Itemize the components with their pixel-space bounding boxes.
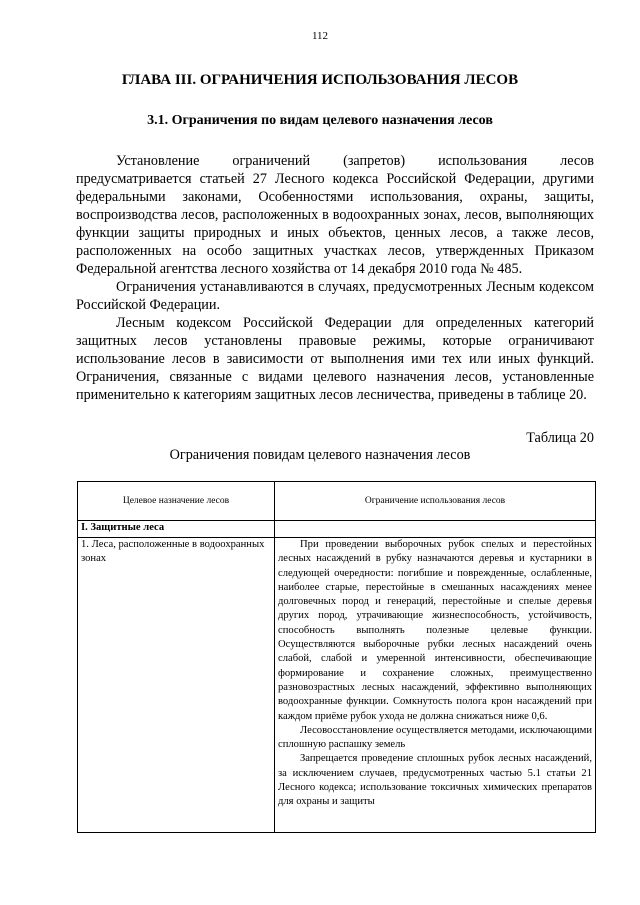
table-header-row — [78, 482, 596, 521]
table-section-row — [78, 521, 596, 538]
table-caption: Ограничения повидам целевого назначения лесов — [169, 447, 471, 463]
restrictions-table — [77, 481, 596, 833]
restriction-cell — [275, 538, 596, 833]
section-title: 3.1. Ограничения по видам целевого назначения лесов — [147, 113, 493, 128]
page-number: 112 — [311, 30, 329, 42]
section-row-label: I. Защитные леса — [78, 521, 275, 538]
empty-cell — [275, 521, 596, 538]
column-header: Ограничение использования лесов — [275, 482, 596, 521]
column-header: Целевое назначение лесов — [78, 482, 275, 521]
paragraph: Установление ограничений (запретов) использования лесов предусматривается статьей 27 Лесного кодекса Российской Федерации, другими федеральными законами, Особенностями использования, охраны, защиты, воспроизводства лесов, расположенных в водоохранных зонах, лесов, выполняющих функции защиты природных и иных объектов, ценных лесов, а также лесов, расположенных на особо защитных участках лесов, утвержденных Приказом Федеральной агентства лесного хозяйства от 14 декабря 2010 года № 485. — [76, 153, 594, 277]
restriction-paragraph: Запрещается проведение сплошных рубок лесных насаждений, за исключением случаев, предусмотренных частью 5.1 статьи 21 Лесного кодекса; использование токсичных химических препаратов для охраны и защиты — [278, 753, 592, 808]
chapter-title: ГЛАВА III. ОГРАНИЧЕНИЯ ИСПОЛЬЗОВАНИЯ ЛЕСОВ — [121, 72, 519, 88]
paragraph: Ограничения устанавливаются в случаях, предусмотренных Лесным кодексом Российской Федерации. — [76, 279, 594, 313]
restriction-paragraph: Лесовосстановление осуществляется методами, исключающими сплошную распашку земель — [278, 724, 592, 751]
restriction-text — [278, 538, 592, 832]
table-label: Таблица 20 — [526, 430, 594, 446]
restriction-paragraph: При проведении выборочных рубок спелых и перестойных лесных насаждений в рубку назначаются деревья и кустарники в следующей очередности: погибшие и поврежденные, ослабленные, наиболее старые, перестойные в смешанных насаждениях менее долговечных пород и генераций, перестойные и спелые деревья других пород, утрачивающие жизнеспособность, устойчивость, способность выполнять полезные целевые функции. Осуществляются выборочные рубки лесных насаждений очень слабой, слабой и умеренной интенсивности, обеспечивающие формирование и сохранение сложных, преимущественно разновозрастных лесных насаждений, эффективно выполняющих водоохранные функции. Сомкнутость полога крон насаждений при каждом приёме рубок ухода не должна снижаться ниже 0,6. — [278, 539, 592, 722]
category-cell: 1. Леса, расположенные в водоохранных зонах — [78, 538, 275, 833]
body-text — [76, 152, 594, 404]
table-row — [78, 538, 596, 833]
paragraph: Лесным кодексом Российской Федерации для определенных категорий защитных лесов установлены правовые режимы, которые ограничивают использование лесов в зависимости от выполнения ими тех или иных функций. Ограничения, связанные с видами целевого назначения лесов, установленные применительно к категориям защитных лесов лесничества, приведены в таблице 20. — [76, 315, 594, 403]
